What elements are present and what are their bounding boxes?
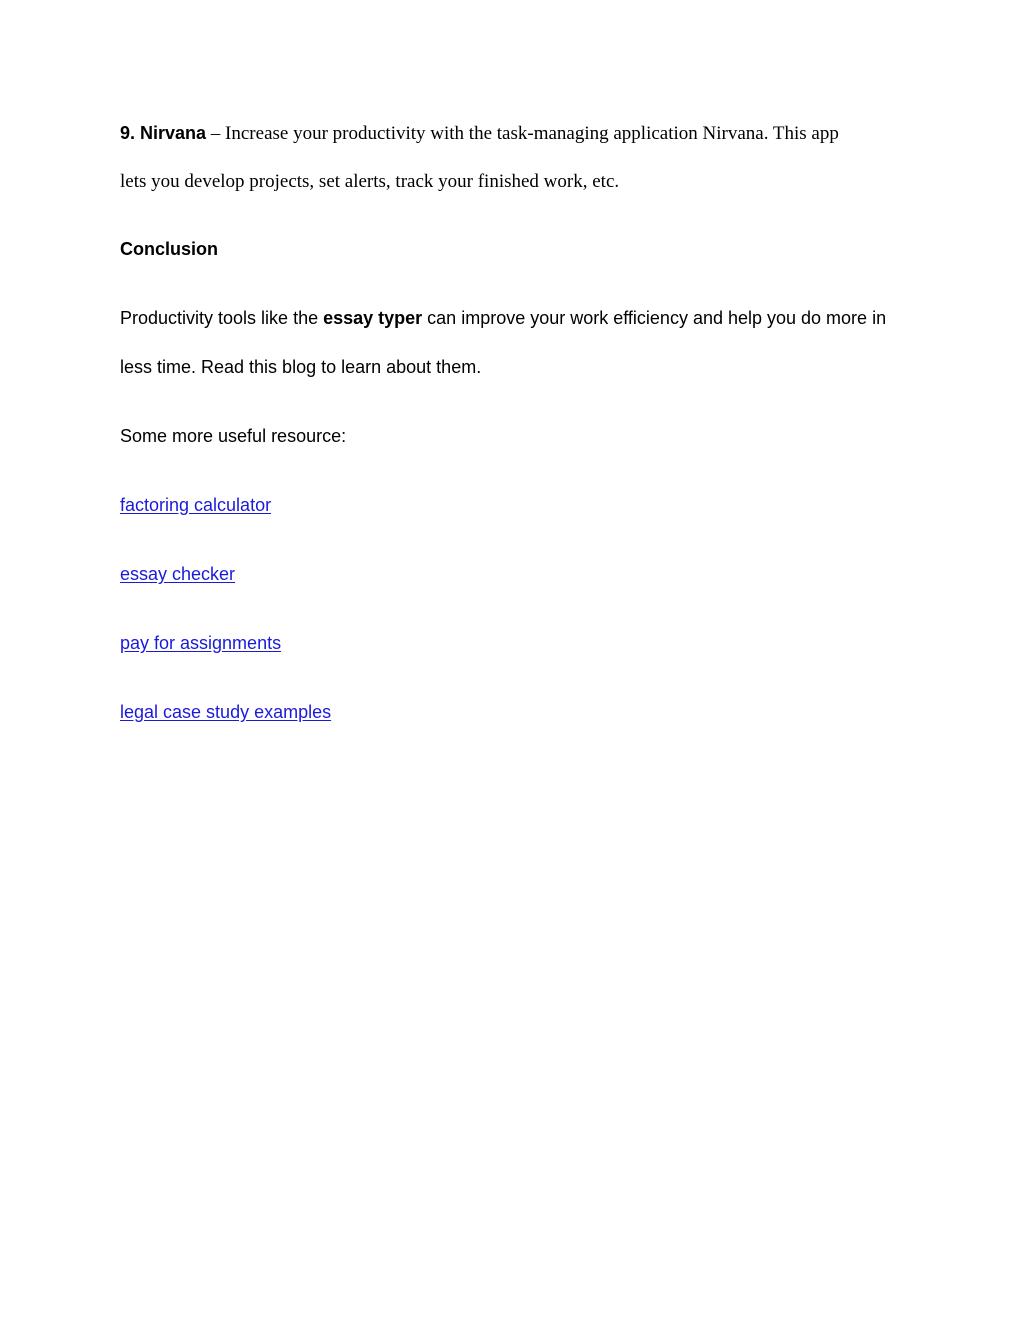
legal-case-study-examples-link[interactable]: legal case study examples	[120, 702, 332, 722]
conclusion-text-suffix: can improve your work efficiency and help you do more in	[422, 308, 887, 328]
nirvana-title: 9. Nirvana	[120, 123, 207, 143]
resource-link-item	[120, 700, 331, 724]
conclusion-text-prefix: Productivity tools like the	[120, 308, 324, 328]
resource-link-item	[120, 562, 235, 586]
factoring-calculator-link[interactable]: factoring calculator	[120, 495, 272, 515]
essay-checker-link[interactable]: essay checker	[120, 564, 236, 584]
nirvana-paragraph-line-2: lets you develop projects, set alerts, track your finished work, etc.	[120, 171, 620, 192]
resources-intro: Some more useful resource:	[120, 426, 347, 446]
resource-link-item	[120, 493, 271, 517]
conclusion-heading: Conclusion	[120, 239, 218, 259]
nirvana-description: – Increase your productivity with the task-managing application Nirvana. This app	[206, 123, 839, 144]
conclusion-paragraph-line-2: less time. Read this blog to learn about them.	[120, 357, 482, 377]
pay-for-assignments-link[interactable]: pay for assignments	[120, 633, 282, 653]
essay-typer-bold-text: essay typer	[323, 308, 423, 328]
nirvana-paragraph-line-1	[120, 121, 839, 146]
conclusion-paragraph-line-1	[120, 306, 886, 330]
resource-link-item	[120, 631, 281, 655]
